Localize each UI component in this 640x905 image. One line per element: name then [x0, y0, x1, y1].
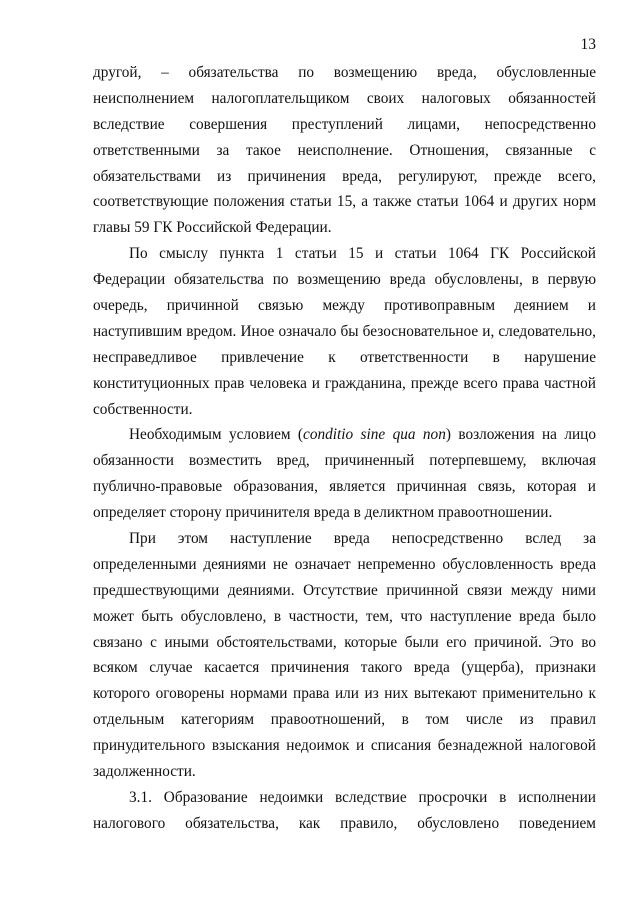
- text-line: обязательствами из причинения вреда, регулируют, прежде всего,: [93, 167, 596, 185]
- text-line: другой, – обязательства по возмещению вреда, обусловленные: [93, 64, 596, 81]
- text-run: Необходимым условием (: [129, 426, 304, 444]
- text-run: ) возложения на лицо: [445, 426, 596, 444]
- text-line: [93, 422, 596, 448]
- text-line: соответствующие положения статьи 15, а также статьи 1064 и других норм: [93, 193, 596, 211]
- text-line: задолженности.: [93, 763, 196, 781]
- text-line: собственности.: [93, 400, 193, 418]
- text-line: определяет сторону причинителя вреда в деликтном правоотношении.: [93, 504, 553, 522]
- text-line: неисполнением налогоплательщиком своих налоговых обязанностей: [93, 89, 596, 107]
- latin-term: conditio sine qua non: [303, 426, 446, 444]
- text-line: главы 59 ГК Российской Федерации.: [93, 219, 332, 237]
- text-line: отдельным категориям правоотношений, в том числе из правил: [93, 711, 596, 729]
- paragraph: [93, 785, 596, 837]
- paragraph: [93, 422, 596, 526]
- text-line: По смыслу пункта 1 статьи 15 и статьи 1064 ГК Российской: [129, 245, 596, 263]
- text-line: конституционных прав человека и гражданина, прежде всего права частной: [93, 374, 596, 392]
- paragraph: [93, 241, 596, 422]
- paragraph: [93, 526, 596, 785]
- text-line: предшествующими деяниями. Отсутствие причинной связи между ними: [93, 581, 596, 599]
- paragraph: [93, 60, 596, 241]
- page-number: 13: [580, 36, 596, 53]
- text-line: публично-правовые образования, является причинная связь, которая и: [93, 478, 596, 496]
- text-line: Федерации обязательства по возмещению вреда обусловлены, в первую: [93, 271, 596, 289]
- text-line: несправедливое привлечение к ответственности в нарушение: [93, 348, 596, 366]
- text-line: которого оговорены нормами права или из них вытекают применительно к: [93, 685, 596, 703]
- text-line: связано с иными обстоятельствами, которые были его причиной. Это во: [93, 633, 596, 651]
- text-line: налогового обязательства, как правило, обусловлено поведением: [93, 814, 596, 832]
- text-line: вследствие совершения преступлений лицами, непосредственно: [93, 115, 596, 133]
- text-line: может быть обусловлено, в частности, тем, что наступление вреда было: [93, 607, 596, 625]
- text-line: ответственными за такое неисполнение. Отношения, связанные с: [93, 141, 596, 159]
- text-line: обязанности возместить вред, причиненный потерпевшему, включая: [93, 452, 596, 470]
- text-line: всяком случае касается причинения такого вреда (ущерба), признаки: [93, 659, 596, 677]
- text-line: принудительного взыскания недоимок и списания безнадежной налоговой: [93, 737, 596, 755]
- text-line: очередь, причинной связью между противоправным деянием и: [93, 297, 596, 315]
- text-line: определенными деяниями не означает непременно обусловленность вреда: [93, 555, 596, 573]
- text-line: 3.1. Образование недоимки вследствие просрочки в исполнении: [129, 788, 596, 806]
- text-line: наступившим вредом. Иное означало бы безосновательное и, следовательно,: [93, 322, 596, 340]
- body-text: [93, 60, 596, 837]
- text-line: При этом наступление вреда непосредственно вслед за: [129, 530, 596, 548]
